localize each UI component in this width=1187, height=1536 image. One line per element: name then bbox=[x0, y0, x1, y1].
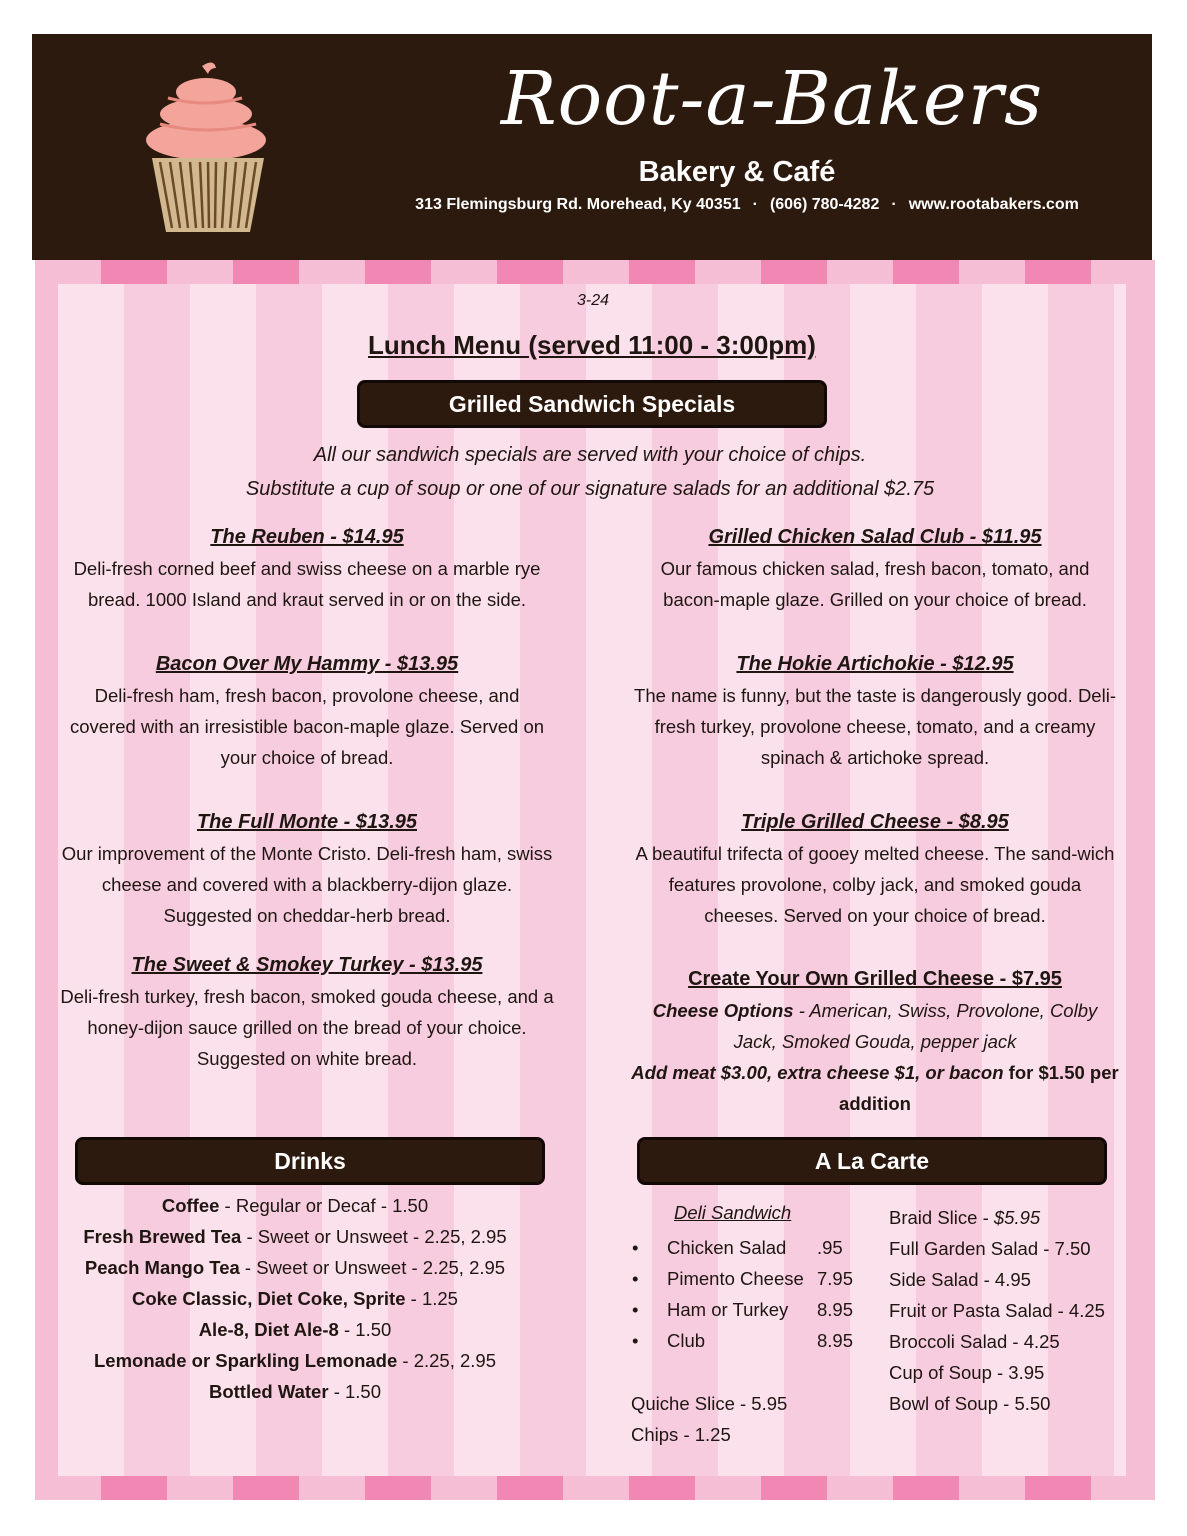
options-text: - American, Swiss, Provolone, Colby Jack, Smoked Gouda, pepper jack bbox=[733, 1000, 1098, 1052]
cupcake-logo-icon bbox=[144, 56, 274, 236]
item-description: Our improvement of the Monte Cristo. Deli-fresh ham, swiss cheese and covered with a blackberry-dijon glaze. Suggested on cheddar-herb bread. bbox=[61, 843, 553, 926]
item-name: Grilled Chicken Salad Club - $11.95 bbox=[708, 526, 1042, 548]
item-description: Our famous chicken salad, fresh bacon, tomato, and bacon-maple glaze. Grilled on your choice of bread. bbox=[660, 558, 1090, 610]
item-name: Bacon Over My Hammy - $13.95 bbox=[155, 653, 459, 675]
drink-item: Coffee - Regular or Decaf - 1.50 bbox=[161, 1195, 429, 1216]
a-la-carte-left-extras bbox=[631, 1388, 787, 1450]
item-name: The Full Monte - $13.95 bbox=[196, 811, 418, 833]
menu-date: 3-24 bbox=[576, 292, 610, 309]
menu-item-sweet-smokey-turkey bbox=[60, 950, 554, 1074]
list-item: Quiche Slice - 5.95 bbox=[631, 1393, 788, 1414]
drink-item: Bottled Water - 1.50 bbox=[208, 1381, 382, 1402]
item-name: The Sweet & Smokey Turkey - $13.95 bbox=[131, 954, 483, 976]
lunch-menu-title: Lunch Menu (served 11:00 - 3:00pm) bbox=[368, 330, 816, 360]
menu-item-full-monte bbox=[60, 807, 554, 931]
website-link[interactable]: www.rootabakers.com bbox=[908, 196, 1079, 213]
brand-subtitle: Bakery & Café bbox=[638, 156, 836, 188]
list-item: Fruit or Pasta Salad - 4.25 bbox=[889, 1300, 1105, 1321]
item-description: Deli-fresh corned beef and swiss cheese on a marble rye bread. 1000 Island and kraut served in or on the side. bbox=[73, 558, 541, 610]
list-item: Bowl of Soup - 5.50 bbox=[889, 1393, 1051, 1414]
section-banner-a-la-carte: A La Carte bbox=[637, 1137, 1107, 1185]
list-item: • Ham or Turkey 8.95 bbox=[632, 1294, 872, 1325]
item-name: The Hokie Artichokie - $12.95 bbox=[736, 653, 1014, 675]
list-item: Broccoli Salad - 4.25 bbox=[889, 1331, 1060, 1352]
contact-line bbox=[352, 196, 1142, 214]
intro-line: All our sandwich specials are served with your choice of chips. bbox=[313, 444, 867, 466]
menu-item-bacon-over-my-hammy bbox=[60, 649, 554, 773]
item-description: A beautiful trifecta of gooey melted cheese. The sand-wich features provolone, colby jack, and smoked gouda cheeses. Served on your choice of bread. bbox=[635, 843, 1115, 926]
list-item: Braid Slice - $5.95 bbox=[889, 1207, 1041, 1228]
menu-item-hokie-artichokie bbox=[630, 649, 1120, 773]
menu-item-triple-grilled-cheese bbox=[630, 807, 1120, 931]
drinks-list bbox=[60, 1190, 530, 1407]
addons-rest: for $1.50 per addition bbox=[839, 1062, 1119, 1114]
list-item: Cup of Soup - 3.95 bbox=[889, 1362, 1045, 1383]
item-description: Deli-fresh ham, fresh bacon, provolone cheese, and covered with an irresistible bacon-maple glaze. Served on your choice of bread. bbox=[69, 685, 545, 768]
list-item: • Club 8.95 bbox=[632, 1325, 872, 1356]
menu-item-create-your-own bbox=[630, 964, 1120, 1119]
drink-item: Lemonade or Sparkling Lemonade - 2.25, 2.95 bbox=[94, 1350, 496, 1371]
intro-text bbox=[150, 438, 1030, 506]
section-banner-drinks: Drinks bbox=[75, 1137, 545, 1185]
header-banner bbox=[32, 34, 1152, 260]
addons-bold: Add meat $3.00, extra cheese $1, or bacon bbox=[631, 1062, 1004, 1083]
item-description: Deli-fresh turkey, fresh bacon, smoked gouda cheese, and a honey-dijon sauce grilled on the bread of your choice. Suggested on white bread. bbox=[60, 986, 554, 1069]
deli-sandwich-list bbox=[632, 1232, 872, 1356]
separator: · bbox=[891, 196, 897, 213]
cheese-options bbox=[630, 995, 1120, 1057]
section-banner-grilled: Grilled Sandwich Specials bbox=[357, 380, 827, 428]
drink-item: Peach Mango Tea - Sweet or Unsweet - 2.25, 2.95 bbox=[84, 1257, 506, 1278]
list-item: Side Salad - 4.95 bbox=[889, 1269, 1031, 1290]
item-name: The Reuben - $14.95 bbox=[210, 526, 404, 548]
list-item: Full Garden Salad - 7.50 bbox=[889, 1238, 1091, 1259]
item-description: The name is funny, but the taste is dangerously good. Deli-fresh turkey, provolone cheese, tomato, and a creamy spinach & artichoke spread. bbox=[634, 685, 1116, 768]
drink-item: Fresh Brewed Tea - Sweet or Unsweet - 2.25, 2.95 bbox=[83, 1226, 507, 1247]
brand-name: Root-a-Bakers bbox=[500, 56, 1044, 142]
deli-sandwich-heading: Deli Sandwich bbox=[674, 1202, 792, 1223]
list-item: Chips - 1.25 bbox=[631, 1424, 731, 1445]
menu-item-chicken-salad-club bbox=[630, 522, 1120, 615]
phone[interactable]: (606) 780-4282 bbox=[769, 196, 880, 213]
drink-item: Coke Classic, Diet Coke, Sprite - 1.25 bbox=[132, 1288, 458, 1309]
item-name: Triple Grilled Cheese - $8.95 bbox=[741, 811, 1009, 833]
intro-line: Substitute a cup of soup or one of our signature salads for an additional $2.75 bbox=[245, 478, 935, 500]
address: 313 Flemingsburg Rd. Morehead, Ky 40351 bbox=[415, 196, 741, 213]
list-item: • Chicken Salad .95 bbox=[632, 1232, 872, 1263]
a-la-carte-right-list bbox=[889, 1202, 1105, 1419]
separator: · bbox=[752, 196, 758, 213]
item-name: Create Your Own Grilled Cheese - $7.95 bbox=[688, 968, 1062, 990]
options-label: Cheese Options bbox=[652, 1000, 794, 1021]
menu-item-reuben bbox=[60, 522, 554, 615]
drink-item: Ale-8, Diet Ale-8 - 1.50 bbox=[198, 1319, 392, 1340]
list-item: • Pimento Cheese 7.95 bbox=[632, 1263, 872, 1294]
addons bbox=[630, 1057, 1120, 1119]
